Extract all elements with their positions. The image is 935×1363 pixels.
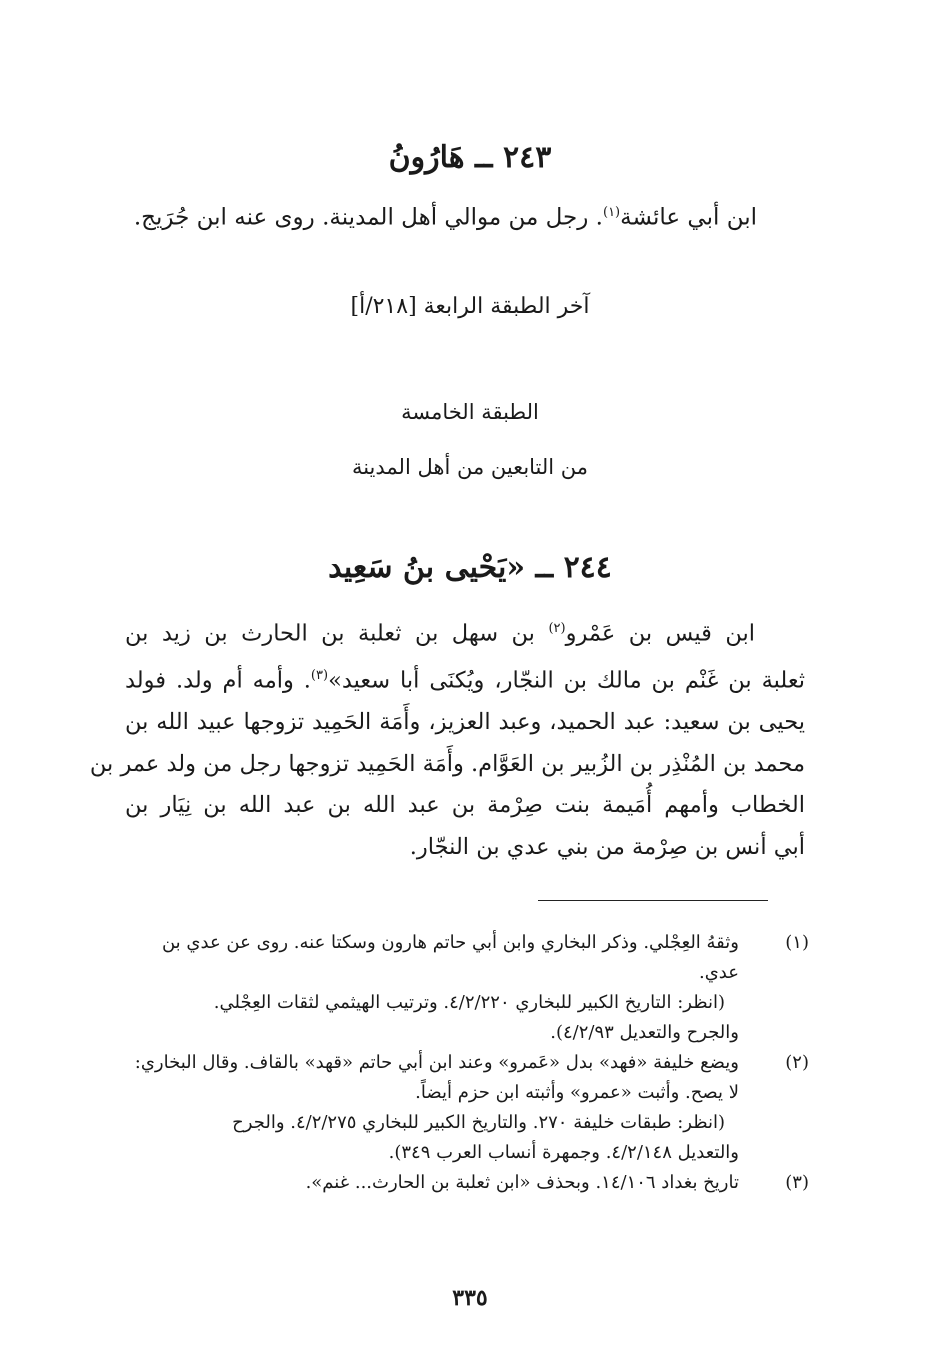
footnote-ref-2[interactable]: (٢) — [548, 621, 566, 636]
entry-244-line-2b: . وأمه أم ولد. فولد — [125, 667, 311, 694]
footnote-divider — [538, 900, 768, 901]
footnote-text: عدي. — [699, 962, 739, 983]
entry-244-body — [89, 608, 805, 868]
footnote-citation: (انظر: التاريخ الكبير للبخاري ٤/٢/٢٢٠. وترتيب الهيثمي لثقات العِجْلي. — [213, 992, 725, 1013]
footnote-number: (١) — [785, 932, 809, 953]
footnote-number: (٣) — [785, 1172, 809, 1193]
entry-244-line-1a: ابن قيس بن عَمْرو — [565, 620, 755, 647]
entry-244-line-6: أبي أنس بن صِرْمة من بني عدي بن النجّار. — [409, 833, 805, 860]
entry-244-line-1 — [125, 608, 805, 655]
footnote-text: وثقهُ العِجْلي. وذكر البخاري وابن أبي حاتم هارون وسكتا عنه. روى عن عدي بن — [161, 932, 739, 953]
footnotes — [117, 928, 807, 1198]
footnote-3 — [117, 1168, 807, 1198]
footnote-text: ويضع خليفة «فهد» بدل «عَمرو» وعند ابن أبي حاتم «قهد» بالقاف. وقال البخاري: — [134, 1052, 739, 1073]
entry-244-line-1b: بن سهل بن ثعلبة بن الحارث بن زيد بن — [125, 620, 549, 647]
entry-243-title: ٢٤٣ ــ هَارُونُ — [388, 140, 552, 175]
entry-244-title: ٢٤٤ ــ «يَحْيى بنُ سَعِيد — [328, 550, 612, 585]
footnote-2 — [117, 1048, 807, 1168]
section-end-marker: آخر الطبقة الرابعة [٢١٨/أ] — [350, 294, 590, 319]
footnote-number: (٢) — [785, 1052, 809, 1073]
entry-244-line-2a: ثعلبة بن غَنْم بن مالك بن النجّار، ويُكنَى أبا سعيد» — [328, 667, 805, 694]
footnote-citation: والجرح والتعديل ٤/٢/٩٣). — [550, 1022, 739, 1043]
entry-244-line-2 — [125, 655, 805, 702]
entry-244-line-4: محمد بن المُنْذِر بن الزُبير بن العَوَّام. وأَمَة الحَمِيد تزوجها رجل من ولد عمر بن — [89, 750, 805, 777]
footnote-citation: والتعديل ٤/٢/١٤٨. وجمهرة أنساب العرب ٣٤٩). — [388, 1142, 739, 1163]
footnote-ref-3[interactable]: (٣) — [310, 668, 329, 683]
footnote-1 — [117, 928, 807, 1048]
entry-244-line-3: يحيى بن سعيد: عبد الحميد، وعبد العزيز، وأَمَة الحَمِيد تزوجها عبيد الله بن — [125, 709, 805, 735]
footnote-citation: (انظر: طبقات خليفة ٢٧٠. والتاريخ الكبير للبخاري ٤/٢/٢٧٥. والجرح — [232, 1112, 725, 1133]
entry-244-line-5: الخطاب وأمهم أُمَيمة بنت صِرْمة بن عبد الله بن عبد الله بن نِيَار بن — [125, 792, 805, 818]
page-number: ٣٣٥ — [452, 1285, 488, 1311]
tabaqa-heading: الطبقة الخامسة — [401, 400, 539, 424]
entry-243-text-a: ابن أبي عائشة — [620, 204, 757, 231]
footnote-text: تاريخ بغداد ١٤/١٠٦. وبحذف «ابن ثعلبة بن الحارث... غنم». — [305, 1172, 739, 1193]
footnote-ref-1[interactable]: (١) — [602, 205, 621, 220]
entry-243-text-b: . رجل من موالي أهل المدينة. روى عنه ابن جُرَيج. — [133, 204, 603, 231]
tabaqa-subheading: من التابعين من أهل المدينة — [351, 455, 589, 479]
footnote-text: لا يصح. وأثبت «عمرو» وأثبته ابن حزم أيضاً. — [415, 1082, 739, 1103]
entry-243-text — [97, 195, 757, 236]
